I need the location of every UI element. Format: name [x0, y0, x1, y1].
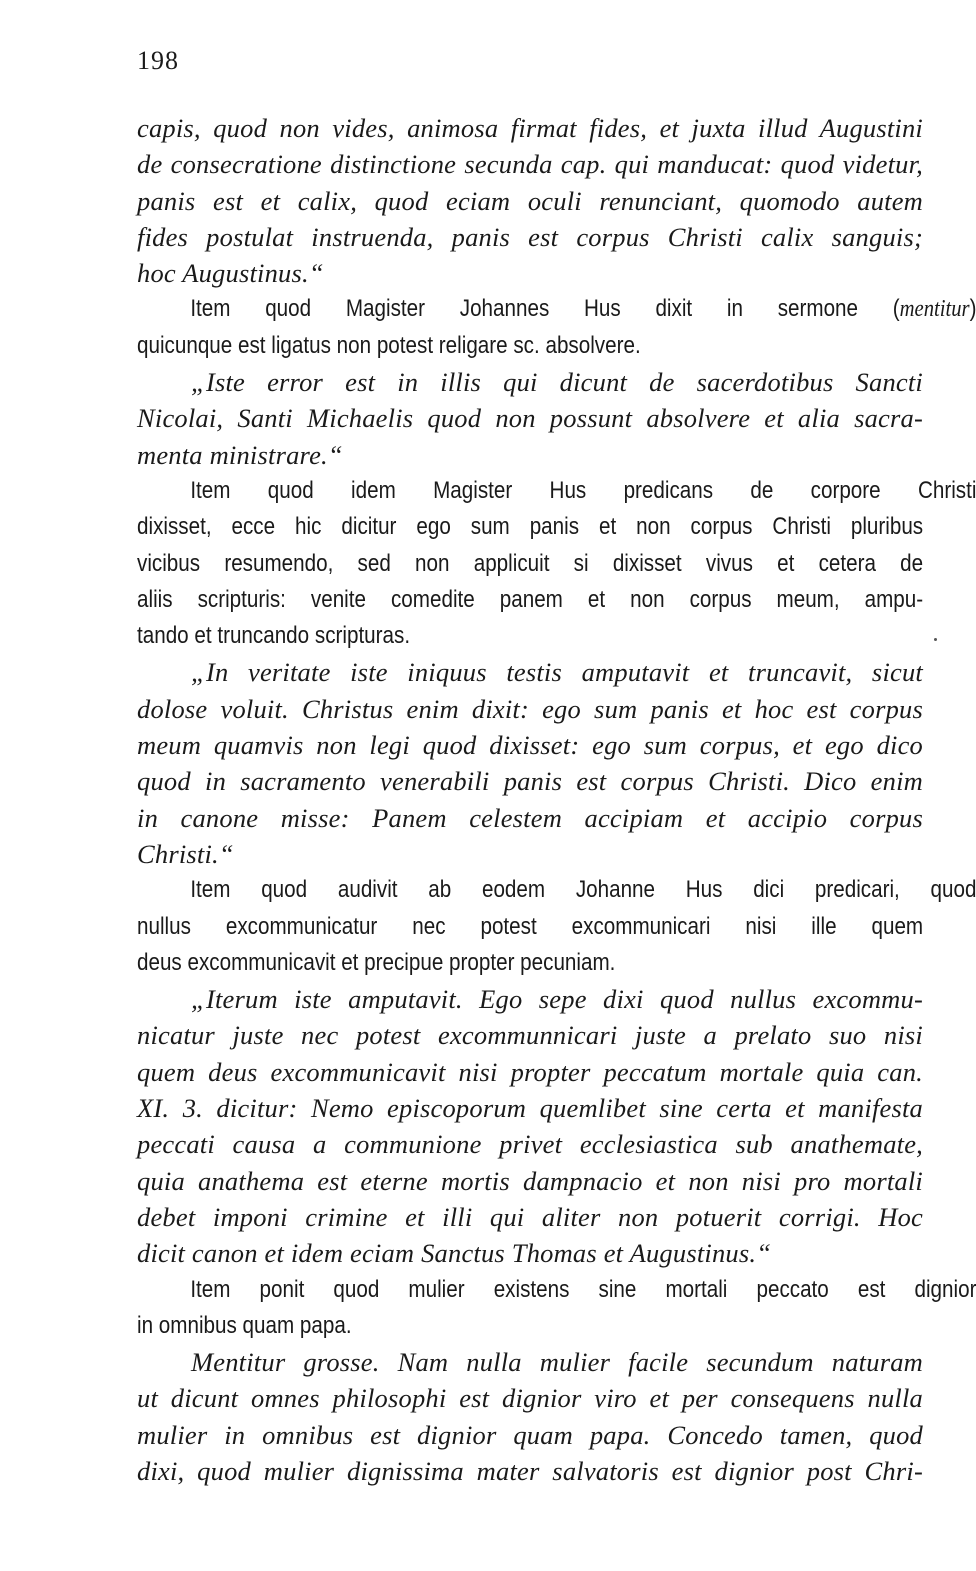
- text-line: „Iste error est in illis qui dicunt de sacerdotibus Sancti: [191, 367, 923, 398]
- text-line: dixi, quod mulier dignissima mater salvatoris est dignior post Chri-: [137, 1455, 923, 1486]
- text-line: mulier in omnibus est dignior quam papa. Concedo tamen, quod: [137, 1419, 923, 1450]
- text-line: dicit canon et idem eciam Sanctus Thomas et Augustinus.“: [137, 1238, 772, 1269]
- text-line: Mentitur grosse. Nam nulla mulier facile secundum naturam: [191, 1347, 923, 1378]
- text-line: nullus excommunicatur nec potest excommunicari nisi ille quem: [137, 912, 924, 940]
- line-segment: ): [969, 295, 976, 323]
- text-body: [137, 110, 976, 1489]
- text-line: in omnibus quam papa.: [137, 1311, 352, 1339]
- text-line: fides postulat instruenda, panis est corpus Christi calix sanguis;: [137, 221, 923, 252]
- text-line: tando et truncando scripturas.: [137, 622, 411, 650]
- page-number: 198: [137, 46, 179, 75]
- text-line: aliis scripturis: venite comedite panem et non corpus meum, ampu-: [137, 585, 924, 613]
- text-line: quia anathema est eterne mortis dampnacio et non nisi pro mortali: [137, 1165, 923, 1196]
- text-line: Item quod audivit ab eodem Johanne Hus dici predicari, quod: [190, 876, 976, 904]
- text-line: vicibus resumendo, sed non applicuit si dixisset vivus et cetera de: [137, 549, 924, 577]
- text-line: ut dicunt omnes philosophi est dignior viro et per consequens nulla: [137, 1383, 923, 1414]
- text-line: quicunque est ligatus non potest religare sc. absolvere.: [137, 331, 641, 359]
- text-line: quod in sacramento venerabili panis est corpus Christi. Dico enim: [137, 766, 923, 797]
- text-line: debet imponi crimine et illi qui aliter non potuerit corrigi. Hoc: [137, 1201, 923, 1232]
- text-line: meum quamvis non legi quod dixisset: ego sum corpus, et ego dico: [137, 730, 923, 761]
- text-line: nicatur juste nec potest excommunnicari juste a prelato suo nisi: [137, 1020, 923, 1051]
- margin-mark: [934, 638, 937, 641]
- text-line: hoc Augustinus.“: [137, 258, 324, 289]
- text-line: panis est et calix, quod eciam oculi renunciant, quomodo autem: [137, 185, 923, 216]
- text-line: peccati causa a communione privet ecclesiastica sub anathemate,: [137, 1129, 923, 1160]
- text-line: menta ministrare.“: [137, 439, 343, 470]
- text-line: „Iterum iste amputavit. Ego sepe dixi quod nullus excommu-: [191, 984, 923, 1015]
- text-line: in canone misse: Panem celestem accipiam et accipio corpus: [137, 802, 923, 833]
- text-line: dixisset, ecce hic dicitur ego sum panis et non corpus Christi pluribus: [137, 513, 924, 541]
- text-line: Nicolai, Santi Michaelis quod non possunt absolvere et alia sacra-: [137, 403, 923, 434]
- text-line: dolose voluit. Christus enim dixit: ego sum panis et hoc est corpus: [137, 693, 923, 724]
- text-line: Item ponit quod mulier existens sine mortali peccato est dignior: [190, 1275, 976, 1303]
- text-line: quem deus excommunicavit nisi propter peccatum mortale quia can.: [137, 1056, 923, 1087]
- text-line: „In veritate iste iniquus testis amputavit et truncavit, sicut: [191, 657, 923, 688]
- text-line: deus excommunicavit et precipue propter pecuniam.: [137, 948, 616, 976]
- line-segment: Item quod Magister Johannes Hus dixit in sermone (: [190, 295, 900, 323]
- text-line: [137, 291, 976, 327]
- text-line: de consecratione distinctione secunda cap. qui manducat: quod videtur,: [137, 149, 923, 180]
- text-line: Christi.“: [137, 838, 234, 869]
- text-line: capis, quod non vides, animosa firmat fides, et juxta illud Augustini: [137, 113, 923, 143]
- line-emphasis: mentitur: [899, 296, 970, 323]
- text-line: XI. 3. dicitur: Nemo episcoporum quemlibet sine certa et manifesta: [137, 1093, 923, 1124]
- text-line: Item quod idem Magister Hus predicans de corpore Christi: [190, 476, 976, 504]
